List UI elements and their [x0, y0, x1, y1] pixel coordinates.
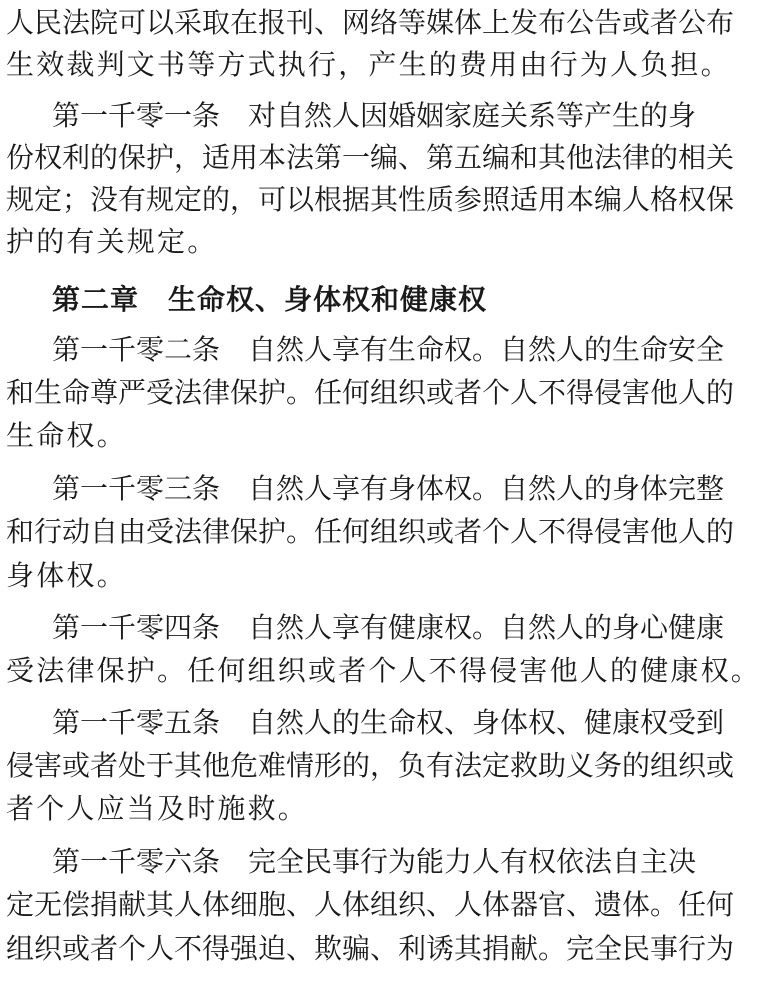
- text-line: 护的有关规定。: [6, 225, 218, 258]
- chapter-heading: 第二章 生命权、身体权和健康权: [52, 283, 488, 316]
- text-line: 身体权。: [6, 559, 127, 592]
- text-line: 规定；没有规定的，可以根据其性质参照适用本编人格权保: [6, 183, 735, 216]
- article-first-line: 第一千零三条 自然人享有身体权。自然人的身体完整: [52, 472, 725, 505]
- text-line: 和行动自由受法律保护。任何组织或者个人不得侵害他人的: [6, 515, 735, 548]
- article-first-line: 第一千零五条 自然人的生命权、身体权、健康权受到: [52, 706, 725, 739]
- article-first-line: 第一千零六条 完全民事行为能力人有权依法自主决: [52, 845, 697, 878]
- text-line: 份权利的保护，适用本法第一编、第五编和其他法律的相关: [6, 141, 735, 174]
- text-line: 受法律保护。任何组织或者个人不得侵害他人的健康权。: [6, 654, 761, 687]
- text-line: 生命权。: [6, 419, 127, 452]
- text-line: 组织或者个人不得强迫、欺骗、利诱其捐献。完全民事行为: [6, 932, 735, 965]
- article-first-line: 第一千零二条 自然人享有生命权。自然人的生命安全: [52, 333, 725, 366]
- text-line: 定无偿捐献其人体细胞、人体组织、人体器官、遗体。任何: [6, 888, 735, 921]
- article-first-line: 第一千零四条 自然人享有健康权。自然人的身心健康: [52, 611, 725, 644]
- text-line: 生效裁判文书等方式执行，产生的费用由行为人负担。: [6, 48, 731, 81]
- text-line: 侵害或者处于其他危难情形的，负有法定救助义务的组织或: [6, 749, 735, 782]
- text-line: 者个人应当及时施救。: [6, 792, 309, 825]
- text-line: 人民法院可以采取在报刊、网络等媒体上发布公告或者公布: [6, 6, 735, 39]
- text-line: 和生命尊严受法律保护。任何组织或者个人不得侵害他人的: [6, 376, 735, 409]
- article-first-line: 第一千零一条 对自然人因婚姻家庭关系等产生的身: [52, 99, 697, 132]
